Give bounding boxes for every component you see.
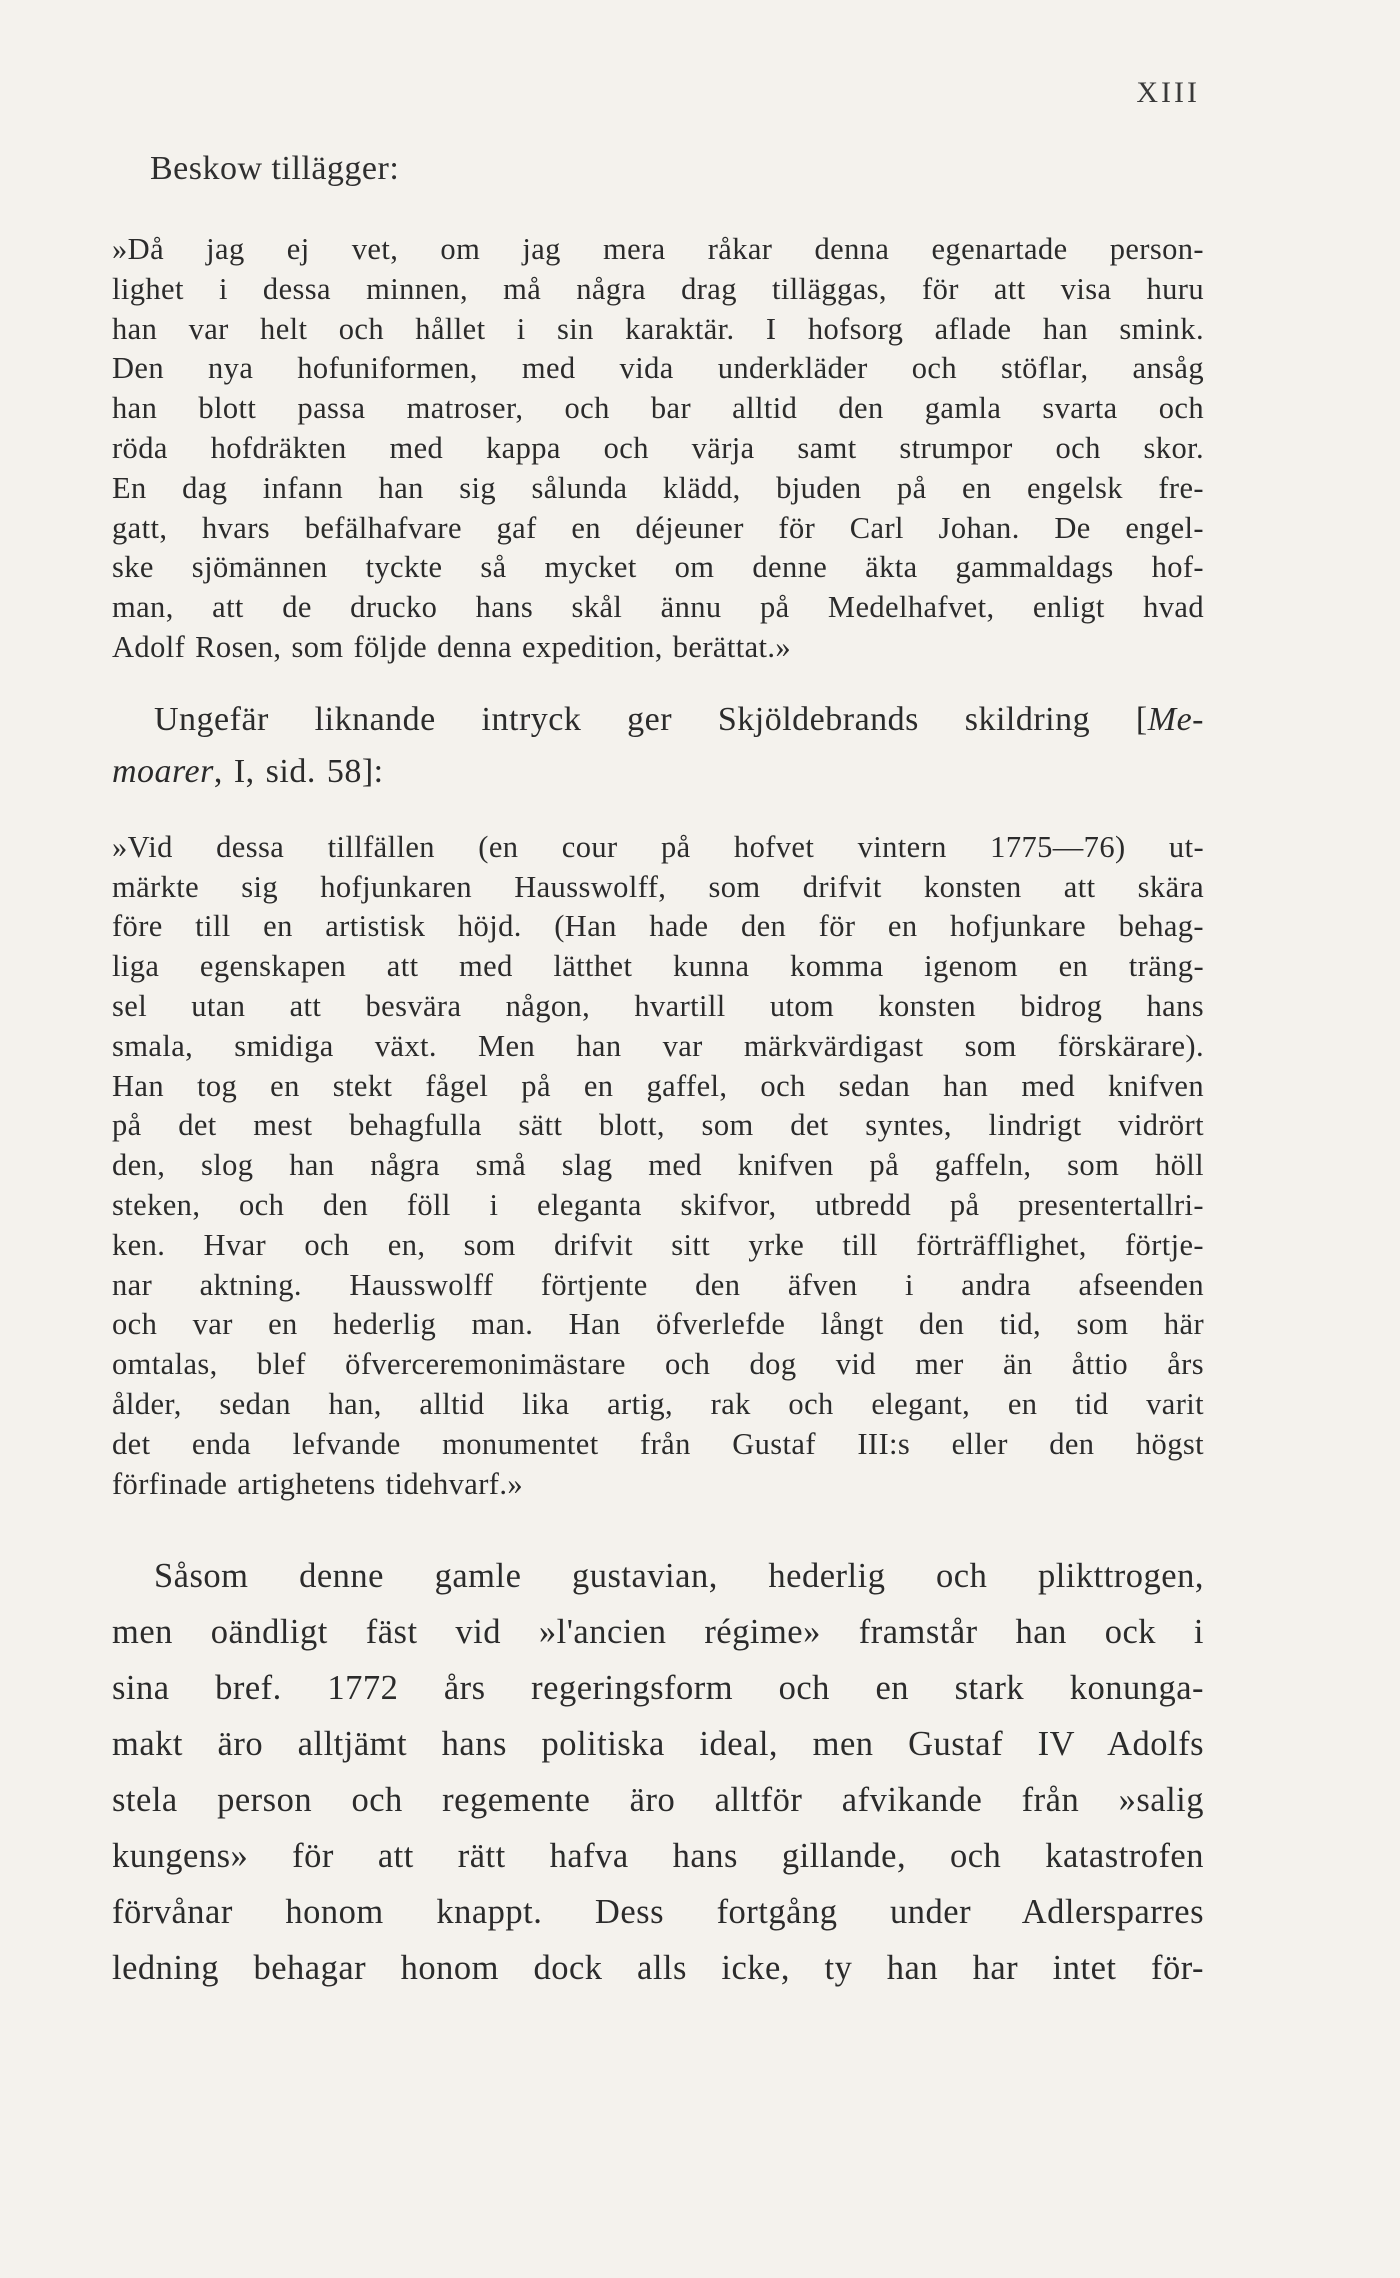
text-line: »Då jag ej vet, om jag mera råkar denna egenartade person-	[112, 232, 1204, 266]
intro-title-italic: Me-	[1147, 700, 1204, 738]
text-line: ledning behagar honom dock alls icke, ty han har intet för-	[112, 1949, 1204, 1988]
text-line: man, att de drucko hans skål ännu på Medelhafvet, enligt hvad	[112, 590, 1204, 625]
text-line: stela person och regemente äro alltför afvikande från »salig	[112, 1781, 1204, 1820]
text-line: förfinade artighetens tidehvarf.»	[112, 1466, 523, 1501]
text-line: Såsom denne gamle gustavian, hederlig och plikttrogen,	[154, 1557, 1204, 1596]
text-line: den, slog han några små slag med knifven på gaffeln, som höll	[112, 1148, 1204, 1183]
page-content	[112, 144, 1204, 1996]
text-line: steken, och den föll i eleganta skifvor, utbredd på presentertallri-	[112, 1187, 1204, 1222]
text-line: En dag infann han sig sålunda klädd, bjuden på en engelsk fre-	[112, 470, 1204, 505]
text-line: kungens» för att rätt hafva hans gillande, och katastrofen	[112, 1837, 1204, 1876]
text-line: han blott passa matroser, och bar alltid den gamla svarta och	[112, 391, 1204, 426]
text-line: Adolf Rosen, som följde denna expedition, berättat.»	[112, 629, 792, 664]
text-line: ålder, sedan han, alltid lika artig, rak och elegant, en tid varit	[112, 1386, 1204, 1421]
text-line: nar aktning. Hausswolff förtjente den äfven i andra afseenden	[112, 1267, 1204, 1302]
text-line: ske sjömännen tyckte så mycket om denne äkta gammaldags hof-	[112, 550, 1204, 585]
text-line: omtalas, blef öfverceremonimästare och dog vid mer än åttio års	[112, 1347, 1204, 1382]
text-line: men oändligt fäst vid »l'ancien régime» framstår han ock i	[112, 1613, 1204, 1652]
body-paragraph	[112, 1548, 1204, 1996]
text-line: makt äro alltjämt hans politiska ideal, men Gustaf IV Adolfs	[112, 1725, 1204, 1764]
text-line: »Vid dessa tillfällen (en cour på hofvet vintern 1775—76) ut-	[112, 829, 1204, 864]
text-line: lighet i dessa minnen, må några drag tilläggas, för att visa huru	[112, 271, 1204, 306]
text-line: gatt, hvars befälhafvare gaf en déjeuner för Carl Johan. De engel-	[112, 510, 1204, 545]
text-line: på det mest behagfulla sätt blott, som det syntes, lindrigt vidrört	[112, 1108, 1204, 1143]
text-line: Den nya hofuniformen, med vida underkläder och stöflar, ansåg	[112, 351, 1204, 386]
text-line	[112, 694, 1204, 746]
intro-text: , I, sid. 58]:	[213, 752, 384, 790]
quote-beskow	[112, 230, 1204, 668]
text-line: före till en artistisk höjd. (Han hade den för en hofjunkare behag-	[112, 909, 1204, 944]
text-line: det enda lefvande monumentet från Gustaf III:s eller den högst	[112, 1426, 1204, 1461]
quote-skjoldebrand	[112, 828, 1204, 1505]
text-line: förvånar honom knappt. Dess fortgång under Adlersparres	[112, 1893, 1204, 1932]
text-line: röda hofdräkten med kappa och värja samt strumpor och skor.	[112, 430, 1204, 465]
text-line: han var helt och hållet i sin karaktär. I hofsorg aflade han smink.	[112, 311, 1204, 346]
text-line: märkte sig hofjunkaren Hausswolff, som drifvit konsten att skära	[112, 869, 1204, 904]
text-line: ken. Hvar och en, som drifvit sitt yrke till förträfflighet, förtje-	[112, 1227, 1204, 1262]
text-line: sel utan att besvära någon, hvartill utom konsten bidrog hans	[112, 988, 1204, 1023]
text-line	[112, 746, 1204, 798]
text-line: liga egenskapen att med lätthet kunna komma igenom en träng-	[112, 949, 1204, 984]
intro-text: Ungefär liknande intryck ger Skjöldebrands skildring [	[154, 700, 1148, 738]
section-heading: Beskow tillägger:	[150, 150, 400, 187]
intro-title-italic: moarer	[112, 752, 214, 790]
text-line: sina bref. 1772 års regeringsform och en stark konunga-	[112, 1669, 1204, 1708]
text-line: smala, smidiga växt. Men han var märkvärdigast som förskärare).	[112, 1028, 1204, 1063]
text-line: och var en hederlig man. Han öfverlefde långt den tid, som här	[112, 1307, 1204, 1342]
text-line: Han tog en stekt fågel på en gaffel, och sedan han med knifven	[112, 1068, 1204, 1103]
intro-paragraph	[112, 694, 1204, 798]
page-number: XIII	[1136, 76, 1200, 109]
